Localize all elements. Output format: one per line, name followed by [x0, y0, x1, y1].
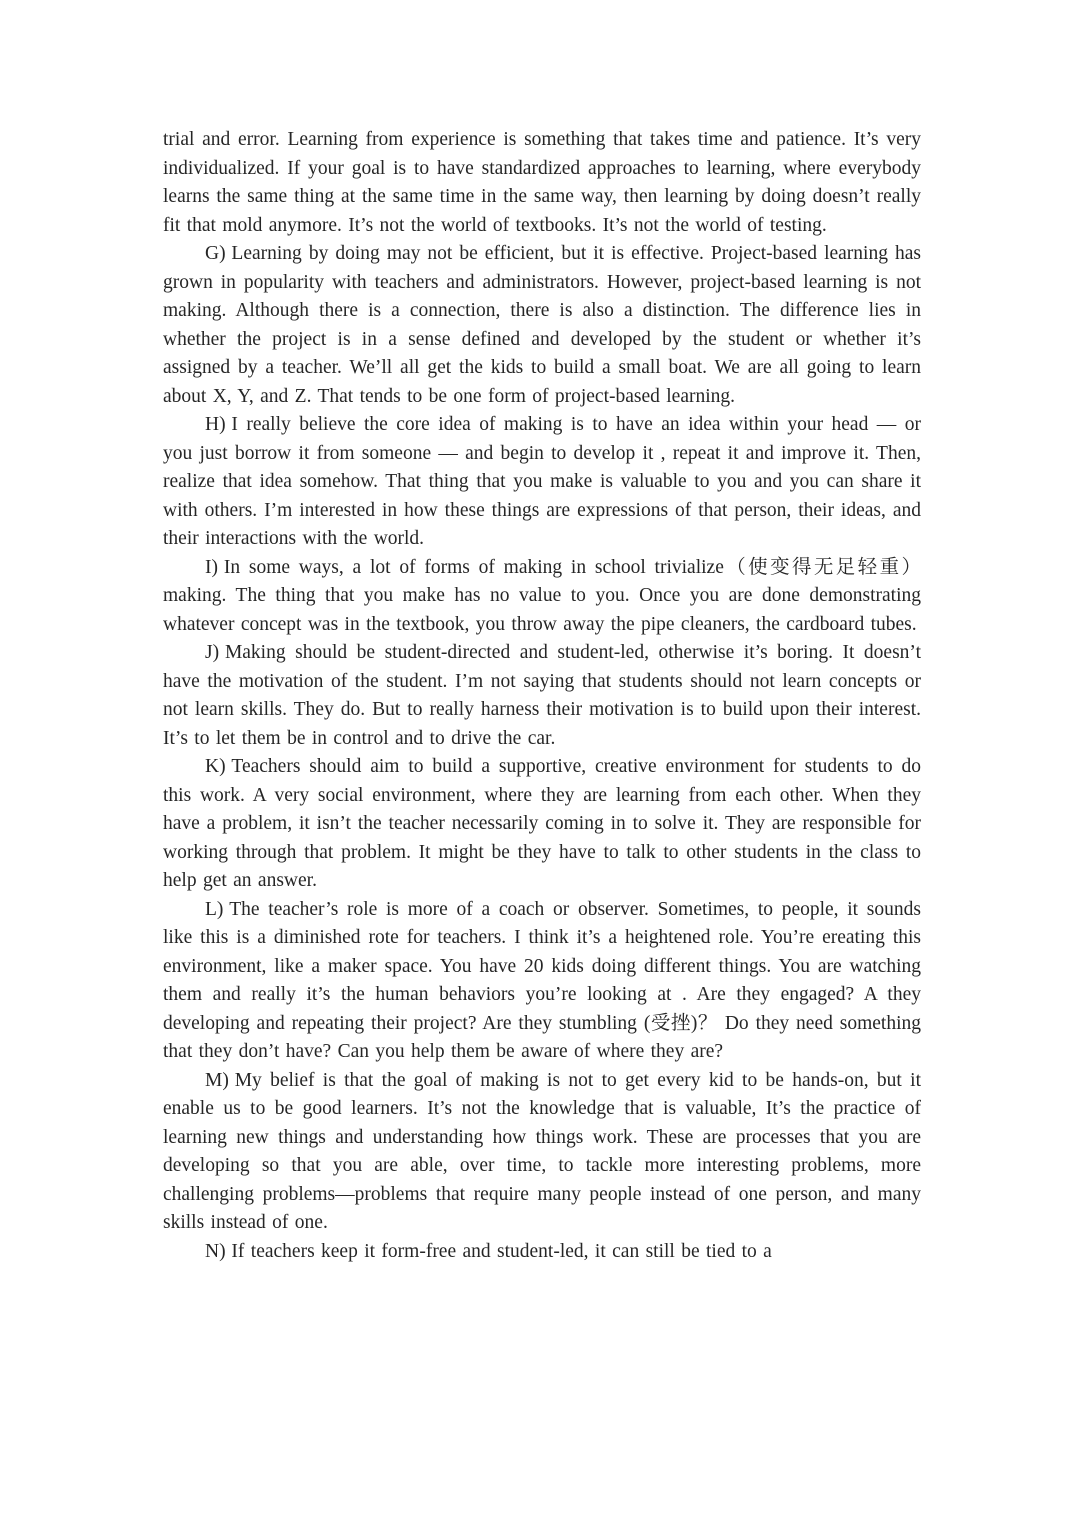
paragraph-label: L): [205, 898, 224, 920]
paragraph-k: [163, 753, 921, 896]
paragraph-text: The teacher’s role is more of a coach or observer. Sometimes, to people, it sounds like this is a diminished rote for teachers. I think it’s a heightened role. You’re ereating this environment, like a maker space. You have 20 kids doing different things. You are watching them and really it’s the human behaviors you’re looking at . Are they engaged? A they developing and repeating their project? Are they stumbling (受挫)？ Do they need something that they don’t have? Can you help them be aware of where they are?: [163, 898, 921, 1062]
paragraph-label: H): [205, 414, 226, 435]
paragraph-text: In some ways, a lot of forms of making in school trivialize（使变得无足轻重） making. The thing that you make has no value to you. Once you are done demonstrating whatever concept was in the textbook, you throw away the pipe cleaners, the cardboard tubes.: [163, 556, 921, 635]
paragraph-n: [163, 1238, 921, 1267]
paragraph-label: M): [205, 1069, 229, 1091]
paragraph-h: [163, 411, 921, 554]
paragraph-text: I really believe the core idea of making is to have an idea within your head — or you just borrow it from someone — and begin to develop it , repeat it and improve it. Then, realize that idea somehow. That thing that you make is valuable to you and you can share it with others. I’m interested in how these things are expressions of that person, their ideas, and their interactions with the world.: [163, 414, 921, 549]
paragraph-l: [163, 896, 921, 1067]
paragraph-text: If teachers keep it form-free and student-led, it can still be tied to a: [231, 1240, 772, 1262]
paragraph-j: [163, 639, 921, 753]
paragraph-text: Making should be student-directed and student-led, otherwise it’s boring. It doesn’t have the motivation of the student. I’m not saying that students should not learn concepts or not learn skills. They do. But to really harness their motivation is to build upon their interest. It’s to let them be in control and to drive the car.: [163, 642, 921, 749]
paragraph-text: My belief is that the goal of making is not to get every kid to be hands-on, but it enable us to be good learners. It’s not the knowledge that is valuable, It’s the practice of learning new things and understanding how things work. These are processes that you are developing so that you are able, over time, to tackle more interesting problems, more challenging problems—problems that require many people instead of one person, and many skills instead of one.: [163, 1069, 921, 1233]
paragraph-label: J): [205, 642, 220, 663]
paragraph-i: [163, 554, 921, 640]
paragraph-label: N): [205, 1240, 226, 1262]
paragraph-label: K): [205, 756, 226, 777]
passage-text-block: [163, 126, 921, 1266]
paragraph-label: G): [205, 243, 226, 264]
paragraph-label: I): [205, 556, 218, 578]
paragraph-continuation: [163, 126, 921, 240]
paragraph-m: [163, 1067, 921, 1238]
paragraph-text: trial and error. Learning from experience is something that takes time and patience. It’s very individualized. If your goal is to have standardized approaches to learning, where everybody learns the same thing at the same time in the same way, then learning by doing doesn’t really fit that mold anymore. It’s not the world of textbooks. It’s not the world of testing.: [163, 129, 921, 236]
paragraph-g: [163, 240, 921, 411]
paragraph-text: Learning by doing may not be efficient, but it is effective. Project-based learning has grown in popularity with teachers and administrators. However, project-based learning is not making. Although there is a connection, there is also a distinction. The difference lies in whether the project is in a sense defined and developed by the student or whether it’s assigned by a teacher. We’ll all get the kids to build a small boat. We are all going to learn about X, Y, and Z. That tends to be one form of project-based learning.: [163, 243, 921, 407]
paragraph-text: Teachers should aim to build a supportive, creative environment for students to do this work. A very social environment, where they are learning from each other. When they have a problem, it isn’t the teacher necessarily coming in to solve it. They are responsible for working through that problem. It might be they have to talk to other students in the class to help get an answer.: [163, 756, 921, 891]
